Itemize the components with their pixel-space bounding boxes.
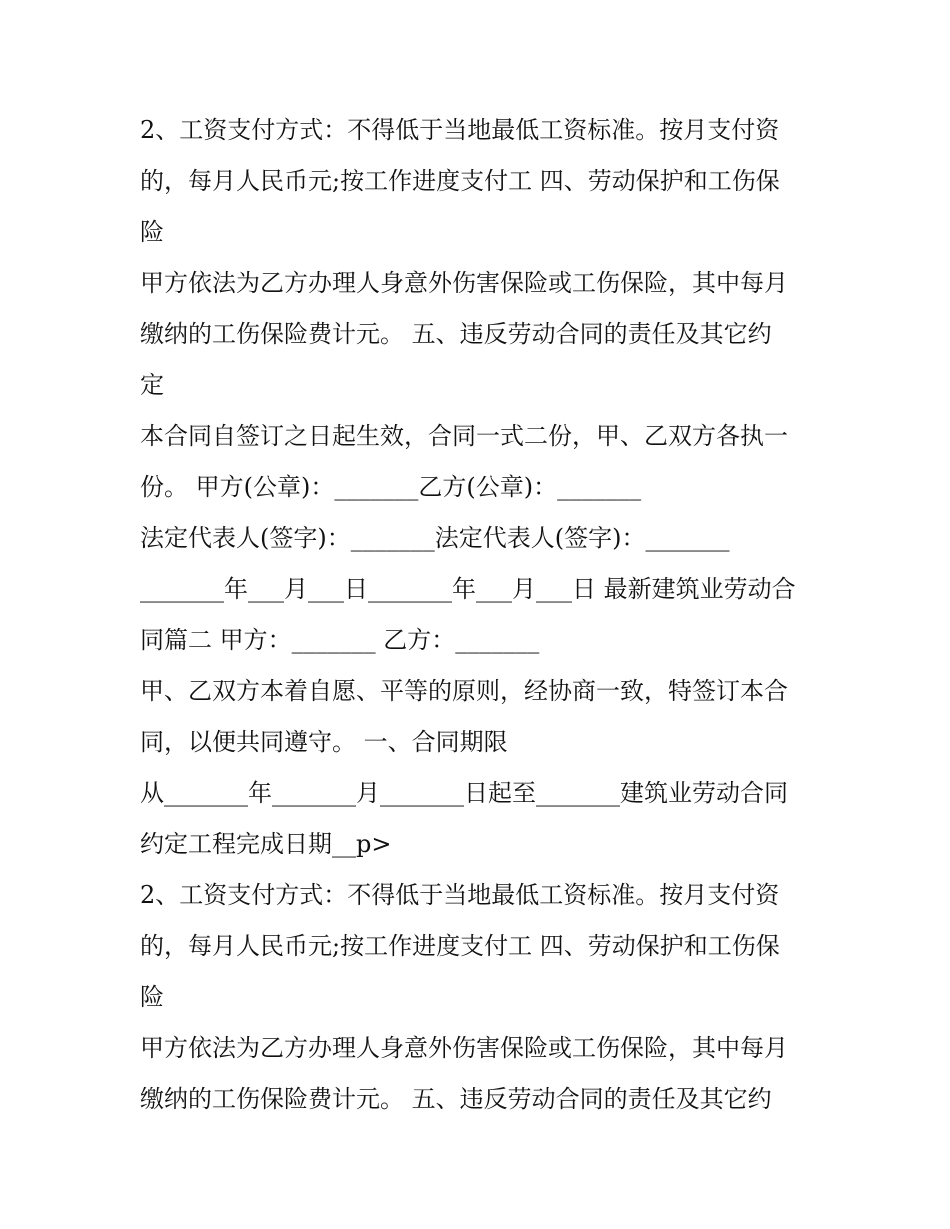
text-line: 法定代表人(签字)：_______法定代表人(签字)：_______	[140, 524, 730, 552]
text-line: 约定工程完成日期__p>	[140, 830, 392, 858]
text-line: 缴纳的工伤保险费计元。 五、违反劳动合同的责任及其它约	[140, 1085, 772, 1113]
text-line: 本合同自签订之日起生效，合同一式二份，甲、乙双方各执一	[140, 422, 788, 450]
text-line: 2、工资支付方式：不得低于当地最低工资标准。按月支付资	[140, 881, 780, 909]
text-line: 2、工资支付方式：不得低于当地最低工资标准。按月支付资	[140, 116, 780, 144]
text-line: 同篇二 甲方：_______ 乙方：_______	[140, 626, 540, 654]
text-line: 甲方依法为乙方办理人身意外伤害保险或工伤保险，其中每月	[140, 1034, 788, 1062]
text-line: 险	[140, 218, 164, 246]
text-line: 从_______年_______月_______日起至_______建筑业劳动合同	[140, 779, 788, 807]
text-line: 份。 甲方(公章)：_______乙方(公章)：_______	[140, 473, 642, 501]
text-line: 险	[140, 983, 164, 1011]
text-line: 同，以便共同遵守。 一、合同期限	[140, 728, 508, 756]
text-line: 的，每月人民币元;按工作进度支付工 四、劳动保护和工伤保	[140, 167, 780, 195]
text-line: _______年___月___日_______年___月___日 最新建筑业劳动合	[140, 575, 796, 603]
document-body	[140, 105, 830, 1125]
text-line: 定	[140, 371, 164, 399]
text-line: 的，每月人民币元;按工作进度支付工 四、劳动保护和工伤保	[140, 932, 780, 960]
text-line: 甲方依法为乙方办理人身意外伤害保险或工伤保险，其中每月	[140, 269, 788, 297]
text-line: 甲、乙双方本着自愿、平等的原则，经协商一致，特签订本合	[140, 677, 788, 705]
text-line: 缴纳的工伤保险费计元。 五、违反劳动合同的责任及其它约	[140, 320, 772, 348]
